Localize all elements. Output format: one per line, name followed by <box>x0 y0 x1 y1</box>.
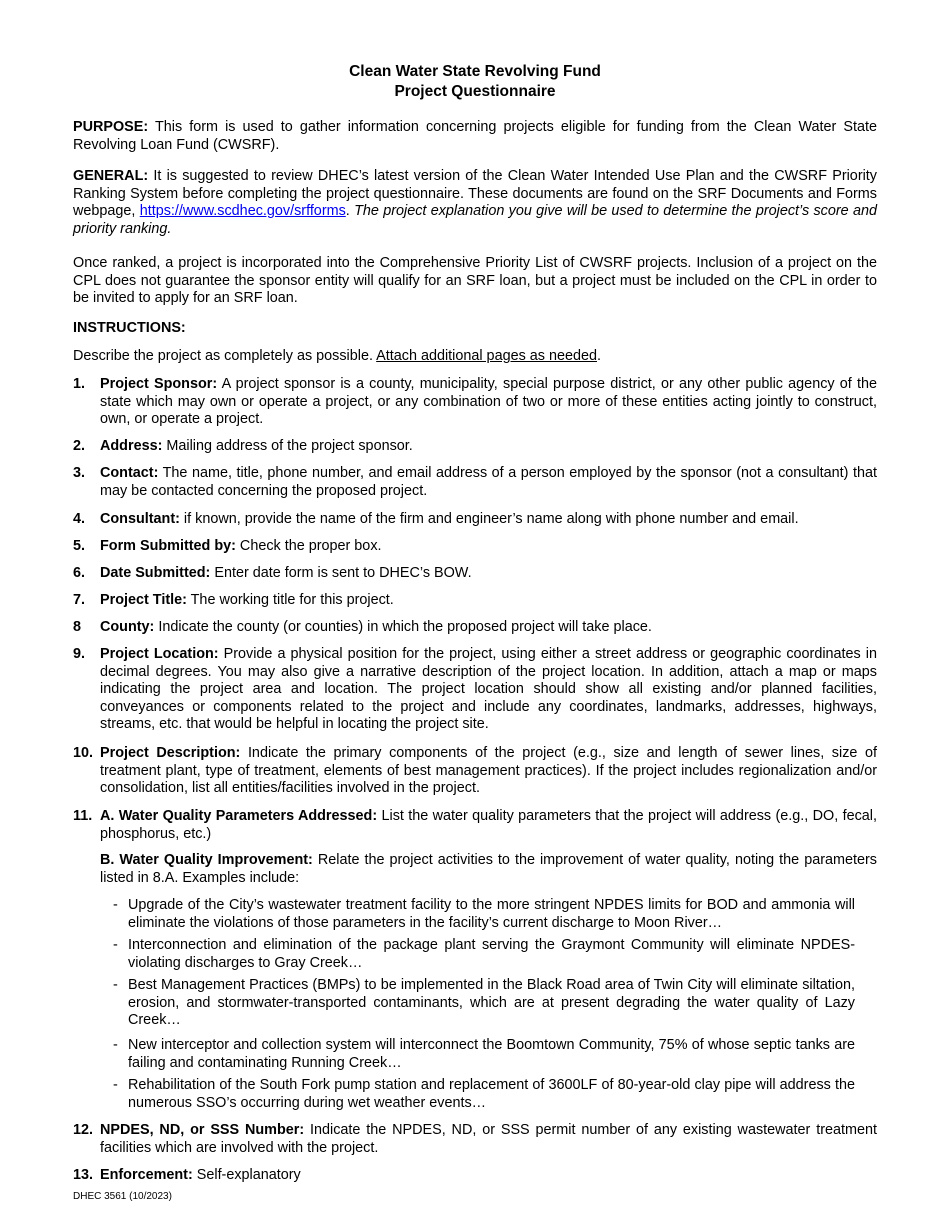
item-number: 7. <box>73 592 86 608</box>
purpose-label: PURPOSE: <box>73 119 149 135</box>
instruction-item <box>73 1122 877 1157</box>
intro-end: . <box>596 348 601 364</box>
instruction-item <box>73 565 877 583</box>
item-text <box>100 808 877 843</box>
example-bullet <box>100 977 855 1030</box>
srf-forms-link[interactable]: https://www.scdhec.gov/srfforms <box>139 203 346 220</box>
example-bullet <box>100 1077 855 1112</box>
item-label: Date Submitted: <box>100 565 211 581</box>
item-text <box>100 538 877 556</box>
example-text: Interconnection and elimination of the package plant serving the Graymont Community will eliminate NPDES-violating discharges to Gray Creek… <box>128 937 855 971</box>
item-number: 10. <box>73 745 94 761</box>
item-number: 5. <box>73 538 86 554</box>
item-text <box>100 438 877 456</box>
item-label: Form Submitted by: <box>100 538 236 554</box>
example-bullet <box>100 897 855 932</box>
ranked-paragraph: Once ranked, a project is incorporated into the Comprehensive Priority List of CWSRF projects. Inclusion of a project on the CPL does not guarantee the sponsor entity will qualify for an SRF loan, but a project must be included on the CPL in order to be invited to apply for an SRF loan. <box>73 255 877 307</box>
item-description: Indicate the county (or counties) in which the proposed project will take place. <box>154 619 652 635</box>
item-description: A project sponsor is a county, municipality, special purpose district, or any other public agency of the state which may own or operate a project, or any combination of two or more of these entities acting jointly to construct, own, or operate a project. <box>100 376 877 428</box>
instruction-item <box>73 619 877 637</box>
general-paragraph <box>73 168 877 238</box>
example-text: Upgrade of the City’s wastewater treatment facility to the more stringent NPDES limits for BOD and ammonia will eliminate the violations of those parameters in the facility’s current discharge to Moon River… <box>128 897 855 931</box>
attach-pages-note: Attach additional pages as needed <box>376 348 597 364</box>
item-label: Contact: <box>100 465 159 481</box>
instruction-item <box>73 852 877 887</box>
bullet-dash: - <box>113 1037 118 1053</box>
item-text <box>100 619 877 637</box>
general-punct: . <box>345 203 355 220</box>
example-text: Best Management Practices (BMPs) to be implemented in the Black Road area of Twin City will eliminate siltation, erosion, and stormwater-transported contaminants, which are at present degrading the water quality of Lazy Creek… <box>128 977 855 1029</box>
instruction-item <box>73 1167 877 1185</box>
title-line-1: Clean Water State Revolving Fund <box>349 63 601 80</box>
bullet-dash: - <box>113 977 118 993</box>
instruction-item <box>73 511 877 529</box>
example-text: New interceptor and collection system will interconnect the Boomtown Community, 75% of whose septic tanks are failing and contaminating Running Creek… <box>128 1037 855 1071</box>
general-italic-note: The project explanation you give will be used to determine the project’s score and priority ranking. <box>73 203 877 237</box>
item-number: 4. <box>73 511 86 527</box>
bullet-dash: - <box>113 1077 118 1093</box>
item-number: 9. <box>73 646 86 662</box>
item-number: 3. <box>73 465 86 481</box>
item-description: Indicate the NPDES, ND, or SSS permit number of any existing wastewater treatment facilities which are involved with the project. <box>100 1122 877 1156</box>
item-label: A. Water Quality Parameters Addressed: <box>100 808 378 824</box>
purpose-text: This form is used to gather information concerning projects eligible for funding from the Clean Water State Revolving Loan Fund (CWSRF). <box>73 119 877 153</box>
document-title <box>0 62 950 102</box>
instruction-item <box>73 808 877 843</box>
item-label: Consultant: <box>100 511 180 527</box>
item-label: County: <box>100 619 155 635</box>
item-description: Indicate the primary components of the project (e.g., size and length of sewer lines, size of treatment plant, type of treatment, elements of best management practices). If the project includes regionalization and/or consolidation, list all entities/facilities involved in the project. <box>100 745 877 797</box>
item-text <box>100 1167 877 1185</box>
item-description: Relate the project activities to the improvement of water quality, noting the parameters listed in 8.A. Examples include: <box>100 852 877 886</box>
item-text <box>100 1122 877 1157</box>
item-description: Provide a physical position for the project, using either a street address or geographic coordinates in decimal degrees. You may also give a narrative description of the project location. In addition, attach a map or maps indicating the project area and location. The project location should show all existing and/or planned facilities, conveyances or components related to the project and include any coordinates, landmarks, addresses, highways, streams, etc. that would be helpful in locating the project site. <box>100 646 877 733</box>
item-text <box>100 511 877 529</box>
item-number: 6. <box>73 565 86 581</box>
item-label: Project Location: <box>100 646 219 662</box>
instruction-item <box>73 646 877 734</box>
item-description: Mailing address of the project sponsor. <box>162 438 413 454</box>
instruction-item <box>73 745 877 798</box>
item-number: 12. <box>73 1122 94 1138</box>
instruction-item <box>73 592 877 610</box>
instruction-item <box>73 465 877 500</box>
example-bullet <box>100 937 855 972</box>
item-label: Enforcement: <box>100 1167 193 1183</box>
item-number: 13. <box>73 1167 94 1183</box>
item-number: 1. <box>73 376 86 392</box>
instructions-heading: INSTRUCTIONS: <box>73 320 186 336</box>
general-label: GENERAL: <box>73 168 149 184</box>
item-text <box>100 852 877 887</box>
item-text <box>100 592 877 610</box>
title-line-2: Project Questionnaire <box>394 83 556 100</box>
instruction-item <box>73 538 877 556</box>
instruction-item <box>73 376 877 429</box>
purpose-paragraph <box>73 119 877 154</box>
bullet-dash: - <box>113 937 118 953</box>
example-bullet <box>100 1037 855 1072</box>
item-label: Address: <box>100 438 163 454</box>
item-text <box>100 465 877 500</box>
instructions-intro <box>73 348 877 366</box>
item-description: Check the proper box. <box>235 538 382 554</box>
form-number-footer: DHEC 3561 (10/2023) <box>73 1191 172 1202</box>
item-label: Project Title: <box>100 592 187 608</box>
item-description: The working title for this project. <box>186 592 394 608</box>
item-number: 11. <box>73 808 93 824</box>
item-label: Project Description: <box>100 745 241 761</box>
example-text: Rehabilitation of the South Fork pump station and replacement of 3600LF of 80-year-old clay pipe will address the numerous SSO’s occurring during wet weather events… <box>128 1077 855 1111</box>
instruction-item <box>73 438 877 456</box>
bullet-dash: - <box>113 897 118 913</box>
item-label: NPDES, ND, or SSS Number: <box>100 1122 305 1138</box>
item-text <box>100 376 877 429</box>
intro-text: Describe the project as completely as possible. <box>73 348 377 364</box>
item-label: B. Water Quality Improvement: <box>100 852 313 868</box>
item-description: The name, title, phone number, and email address of a person employed by the sponsor (not a consultant) that may be contacted concerning the proposed project. <box>100 465 877 499</box>
item-number: 8 <box>73 619 82 635</box>
item-description: if known, provide the name of the firm and engineer’s name along with phone number and email. <box>179 511 799 527</box>
item-description: Enter date form is sent to DHEC’s BOW. <box>210 565 472 581</box>
item-description: Self-explanatory <box>192 1167 301 1183</box>
item-number: 2. <box>73 438 86 454</box>
item-text <box>100 646 877 734</box>
item-text <box>100 565 877 583</box>
item-text <box>100 745 877 798</box>
item-label: Project Sponsor: <box>100 376 218 392</box>
item-description: List the water quality parameters that the project will address (e.g., DO, fecal, phosphorus, etc.) <box>100 808 877 842</box>
general-text: It is suggested to review DHEC’s latest version of the Clean Water Intended Use Plan and the CWSRF Priority Ranking System before completing the project questionnaire. These documents are found on the SRF Documents and Forms webpage, <box>73 168 877 220</box>
